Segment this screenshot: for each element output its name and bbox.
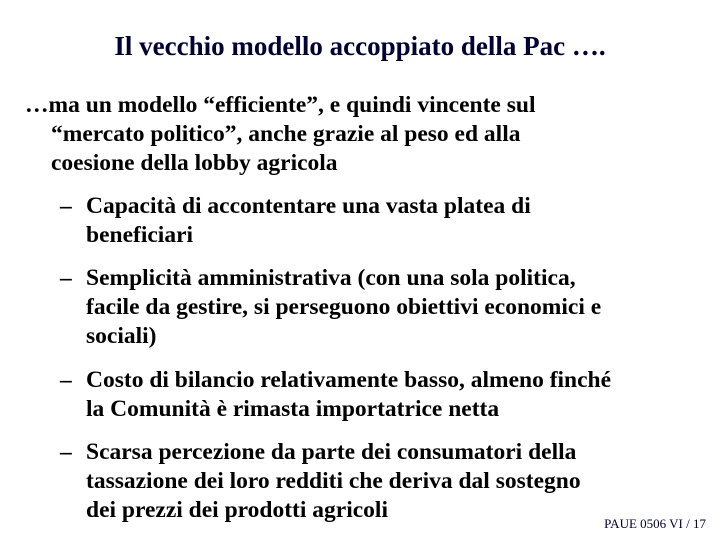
sub-point-semplicita bbox=[60, 264, 715, 351]
sub-point-line: Costo di bilancio relativamente basso, almeno finché bbox=[86, 367, 612, 393]
sub-point-line: dei prezzi dei prodotti agricoli bbox=[86, 497, 388, 523]
sub-point-line: sociali) bbox=[86, 323, 157, 349]
sub-point-line: tassazione dei loro redditi che deriva dal sostegno bbox=[86, 468, 581, 494]
dash-marker: – bbox=[60, 265, 72, 291]
main-point bbox=[25, 91, 715, 178]
sub-point-line: beneficiari bbox=[86, 222, 194, 248]
main-point-line: …ma un modello “efficiente”, e quindi vincente sul bbox=[25, 92, 536, 118]
sub-point-line: la Comunità è rimasta importatrice netta bbox=[86, 396, 500, 422]
sub-point-line: Scarsa percezione da parte dei consumatori della bbox=[86, 439, 577, 465]
sub-point-line: facile da gestire, si perseguono obiettivi economici e bbox=[86, 294, 602, 320]
sub-point-capacita bbox=[60, 192, 715, 250]
main-point-line: “mercato politico”, anche grazie al peso ed alla bbox=[51, 121, 521, 147]
sub-point-line: Semplicità amministrativa (con una sola politica, bbox=[86, 265, 576, 291]
sub-point-percezione bbox=[60, 438, 715, 525]
slide-footer: PAUE 0506 VI / 17 bbox=[604, 516, 706, 531]
sub-point-line: Capacità di accontentare una vasta platea di bbox=[86, 193, 531, 219]
dash-marker: – bbox=[60, 439, 72, 465]
slide-title: Il vecchio modello accoppiato della Pac …. bbox=[114, 31, 606, 61]
sub-point-costo bbox=[60, 366, 715, 424]
dash-marker: – bbox=[60, 193, 72, 219]
dash-marker: – bbox=[60, 367, 72, 393]
main-point-line: coesione della lobby agricola bbox=[51, 150, 338, 176]
